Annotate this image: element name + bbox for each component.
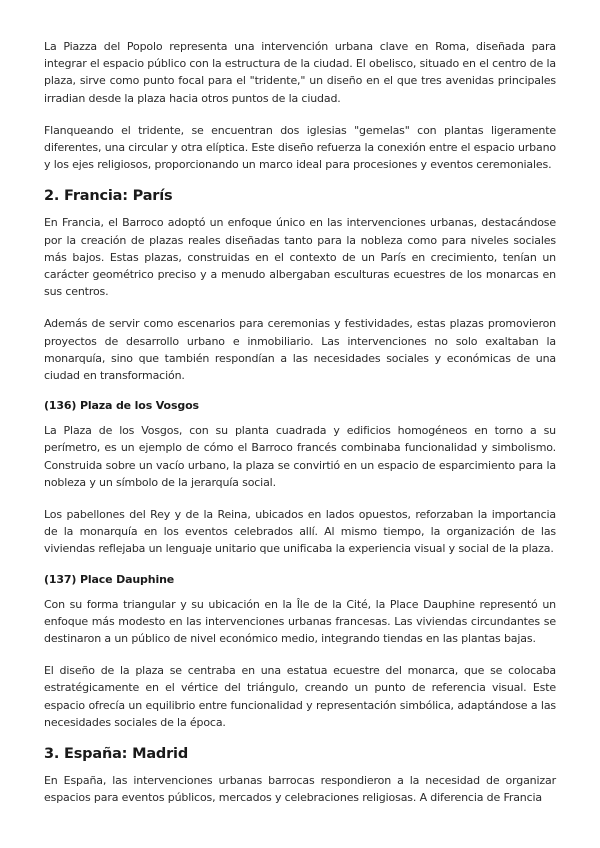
intro-paragraph-1: La Piazza del Popolo representa una intervención urbana clave en Roma, diseñada para integrar el espacio público con la estructura de la ciudad. El obelisco, situado en el centro de la plaza, sirve como punto focal para el "tridente," un diseño en el que tres avenidas principales irradian desde la plaza hacia otros puntos de la ciudad. (44, 40, 556, 105)
section-heading-francia: 2. Francia: París (44, 188, 173, 205)
intro-paragraph-2: Flanqueando el tridente, se encuentran dos iglesias "gemelas" con plantas ligeramente diferentes, una circular y otra elíptica. Este diseño refuerza la conexión entre el espacio urbano y los ejes religiosos, proporcionando un marco ideal para procesiones y eventos ceremoniales. (44, 123, 556, 172)
subsection-heading-vosgos: (136) Plaza de los Vosgos (44, 399, 199, 413)
espana-paragraph-1: En España, las intervenciones urbanas barrocas respondieron a la necesidad de organizar espacios para eventos públicos, mercados y celebraciones religiosas. A diferencia de Francia (44, 774, 556, 805)
francia-paragraph-2: Además de servir como escenarios para ceremonias y festividades, estas plazas promovieron proyectos de desarrollo urbano e inmobiliario. Las intervenciones no solo exaltaban la monarquía, sino que también respondían a las necesidades sociales y económicas de una ciudad en transformación. (44, 317, 556, 383)
section-heading-espana: 3. España: Madrid (44, 746, 188, 763)
dauphine-paragraph-1: Con su forma triangular y su ubicación en la Île de la Cité, la Place Dauphine representó un enfoque más modesto en las intervenciones urbanas francesas. Las viviendas circundantes se destinaron a un público de nivel económico medio, integrando tiendas en las plantas bajas. (44, 597, 556, 646)
vosgos-paragraph-2: Los pabellones del Rey y de la Reina, ubicados en lados opuestos, reforzaban la importancia de la monarquía en los eventos celebrados allí. Al mismo tiempo, la organización de las viviendas reflejaba un lenguaje unitario que unificaba la experiencia visual y social de la plaza. (44, 508, 556, 556)
subsection-heading-dauphine: (137) Place Dauphine (44, 572, 175, 586)
document-page (44, 38, 556, 822)
francia-paragraph-1: En Francia, el Barroco adoptó un enfoque único en las intervenciones urbanas, destacándose por la creación de plazas reales diseñadas tanto para la nobleza como para niveles sociales más bajos. Estas plazas, construidas en el contexto de un París en crecimiento, tenían un carácter geométrico preciso y a menudo albergaban esculturas ecuestres de los monarcas en sus centros. (44, 216, 556, 299)
dauphine-paragraph-2: El diseño de la plaza se centraba en una estatua ecuestre del monarca, que se colocaba estratégicamente en el vértice del triángulo, creando un punto de referencia visual. Este espacio ofrecía un equilibrio entre funcionalidad y representación simbólica, adaptándose a las necesidades sociales de la época. (44, 664, 556, 729)
vosgos-paragraph-1: La Plaza de los Vosgos, con su planta cuadrada y edificios homogéneos en torno a su perímetro, es un ejemplo de cómo el Barroco francés combinaba funcionalidad y simbolismo. Construida sobre un vacío urbano, la plaza se convirtió en un espacio de esparcimiento para la nobleza y un símbolo de la jerarquía social. (44, 424, 556, 489)
